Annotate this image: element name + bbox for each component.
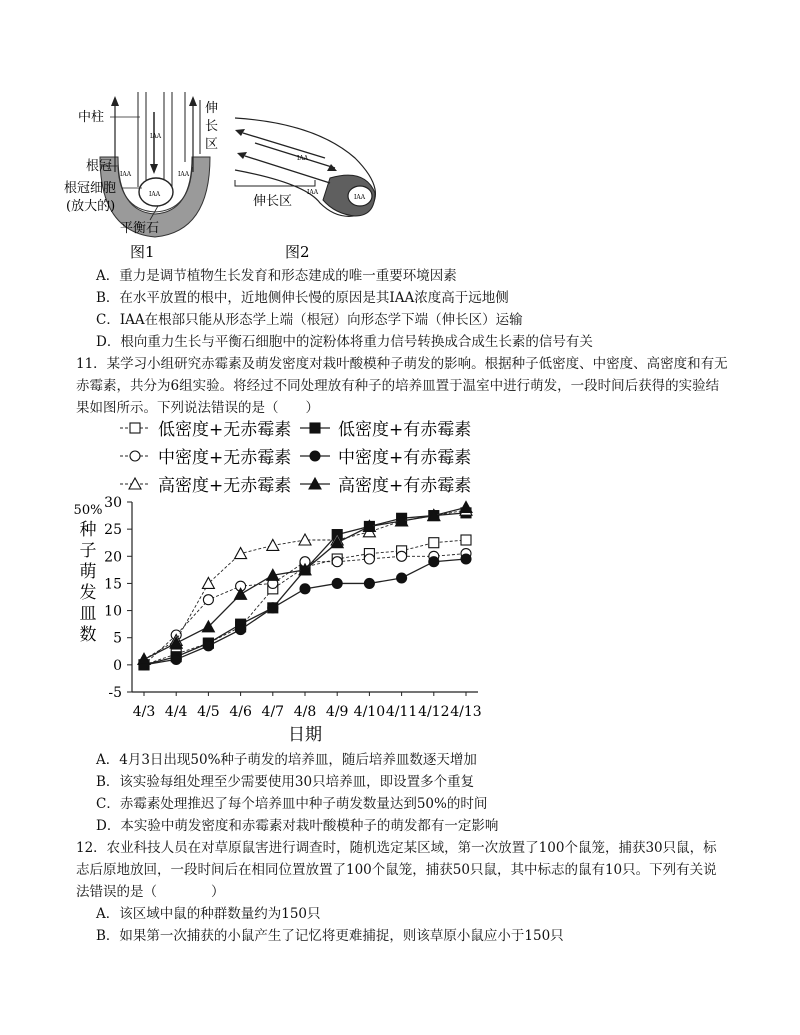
figure-1-caption: 图1 [130, 243, 155, 261]
x-tick-label: 4/5 [197, 704, 220, 720]
data-point-s3-5 [300, 584, 310, 594]
legend-label-2: 中密度+无赤霉素 [158, 448, 292, 468]
data-point-s5-0 [138, 653, 150, 664]
legend-label-0: 低密度+无赤霉素 [158, 420, 292, 440]
q10-option-b: B．在水平放置的根中，近地侧伸长慢的原因是其IAA浓度高于远地侧 [96, 290, 509, 306]
x-tick-label: 4/12 [418, 704, 450, 720]
q12-option-a: A．该区域中鼠的种群数量约为150只 [96, 906, 321, 922]
q10-option-a: A．重力是调节植物生长发育和形态建成的唯一重要环境因素 [96, 268, 457, 284]
y-tick-label: 5 [113, 630, 122, 647]
data-point-s5-3 [235, 588, 247, 599]
data-point-s4-3 [235, 548, 247, 559]
data-point-s3-3 [236, 625, 246, 635]
y-tick-label: 15 [104, 576, 122, 593]
label-genguan-cell: 根冠细胞 [64, 181, 117, 196]
q11-stem-line-2: 赤霉素，共分为6组实验。将经过不同处理放有种子的培养皿置于温室中进行萌发，一段时间后获得的实验结 [76, 378, 720, 394]
iaa-label-left: IAA [120, 171, 132, 178]
data-point-s2-2 [203, 595, 213, 605]
iaa-label-cell-2: IAA [354, 194, 366, 201]
legend-marker-1 [310, 423, 320, 433]
legend-marker-2 [130, 451, 140, 461]
data-point-s3-7 [364, 578, 374, 588]
data-point-s3-10 [461, 554, 471, 564]
iaa-label-lower: IAA [307, 189, 319, 196]
label-shenchangqu: 伸长区 [253, 194, 293, 209]
data-point-s3-9 [429, 557, 439, 567]
y-axis-label: 50%种子萌发皿数 [73, 503, 103, 645]
q10-option-d: D．根向重力生长与平衡石细胞中的淀粉体将重力信号转换成合成生长素的信号有关 [96, 334, 593, 350]
legend-label-1: 低密度+有赤霉素 [338, 420, 472, 440]
legend-marker-0 [130, 423, 140, 433]
legend-marker-4 [129, 478, 141, 489]
figure-2-horizontal-root [225, 108, 390, 263]
data-point-s2-8 [397, 551, 407, 561]
data-point-s2-7 [364, 554, 374, 564]
y-tick-label: 30 [104, 495, 122, 511]
data-point-s4-5 [299, 534, 311, 545]
y-tick-label: -5 [108, 685, 122, 701]
q12-stem-line-3: 法错误的是（ ） [76, 884, 225, 900]
legend-label-3: 中密度+有赤霉素 [338, 448, 472, 468]
label-qu: 区 [205, 137, 219, 152]
x-tick-label: 4/6 [229, 704, 252, 720]
x-tick-label: 4/7 [261, 704, 285, 720]
q11-option-c: C．赤霉素处理推迟了每个培养皿中种子萌发数量达到50%的时间 [96, 796, 488, 812]
x-tick-label: 4/3 [132, 704, 156, 720]
label-enlarged: (放大的) [66, 199, 116, 214]
q11-stem-line-1: 11．某学习小组研究赤霉素及萌发密度对栽叶酸模种子萌发的影响。根据种子低密度、中密度、高密度和有无 [76, 356, 728, 372]
q11-option-a: A．4月3日出现50%种子萌发的培养皿，随后培养皿数逐天增加 [96, 752, 477, 768]
figure-1-root-diagram [60, 92, 250, 267]
label-zhongzhu: 中柱 [78, 110, 105, 125]
data-point-s3-2 [203, 641, 213, 651]
q12-option-b: B．如果第一次捕获的小鼠产生了记忆将更难捕捉，则该草原小鼠应小于150只 [96, 928, 564, 944]
iaa-label-stele: IAA [150, 133, 162, 140]
iaa-label-right: IAA [178, 171, 190, 178]
x-tick-label: 4/4 [164, 704, 188, 720]
q12-stem-line-1: 12．农业科技人员在对草原鼠害进行调查时，随机选定某区域，第一次放置了100个鼠笼，捕获30只鼠，标 [76, 840, 717, 856]
y-tick-label: 25 [104, 522, 122, 539]
q10-option-c: C．IAA在根部只能从形态学上端（根冠）向形态学下端（伸长区）运输 [96, 312, 523, 328]
q11-option-d: D．本实验中萌发密度和赤霉素对栽叶酸模种子的萌发都有一定影响 [96, 818, 499, 834]
data-point-s0-10 [461, 535, 471, 545]
data-point-s2-6 [332, 557, 342, 567]
x-tick-label: 4/10 [353, 704, 386, 720]
q11-option-b: B．该实验每组处理至少需要使用30只培养皿，即设置多个重复 [96, 774, 475, 790]
data-point-s4-2 [202, 577, 214, 588]
y-tick-label: 20 [104, 549, 122, 566]
legend-marker-3 [310, 451, 320, 461]
legend-label-4: 高密度+无赤霉素 [158, 476, 292, 496]
figure-2-caption: 图2 [285, 243, 310, 261]
y-tick-label: 0 [113, 657, 122, 674]
label-shen: 伸 [205, 101, 219, 116]
x-tick-label: 4/13 [450, 704, 482, 720]
data-point-s0-9 [429, 538, 439, 548]
q11-stem-line-3: 果如图所示。下列说法错误的是（ ） [76, 400, 319, 416]
data-point-s4-4 [267, 539, 279, 550]
data-point-s3-6 [332, 578, 342, 588]
iaa-label-cell: IAA [149, 191, 161, 198]
x-tick-label: 4/9 [325, 704, 349, 720]
x-tick-label: 4/11 [385, 704, 418, 720]
label-chang: 长 [205, 119, 219, 134]
data-point-s3-8 [397, 573, 407, 583]
germination-line-chart [70, 414, 510, 744]
y-tick-label: 10 [104, 603, 122, 620]
data-point-s3-1 [171, 654, 181, 664]
legend-label-5: 高密度+有赤霉素 [338, 476, 472, 496]
q12-stem-line-2: 志后原地放回，一段时间后在相同位置放置了100个鼠笼，捕获50只鼠，其中标志的鼠有10只。下列有关说 [76, 862, 717, 878]
label-genguan: 根冠 [86, 159, 113, 174]
iaa-label-upper: IAA [297, 155, 309, 162]
data-point-s5-10 [460, 501, 472, 512]
label-pinghengshi: 平衡石 [120, 221, 160, 236]
data-point-s3-4 [268, 603, 278, 613]
x-tick-label: 4/8 [293, 704, 317, 720]
x-axis-label: 日期 [288, 725, 322, 744]
